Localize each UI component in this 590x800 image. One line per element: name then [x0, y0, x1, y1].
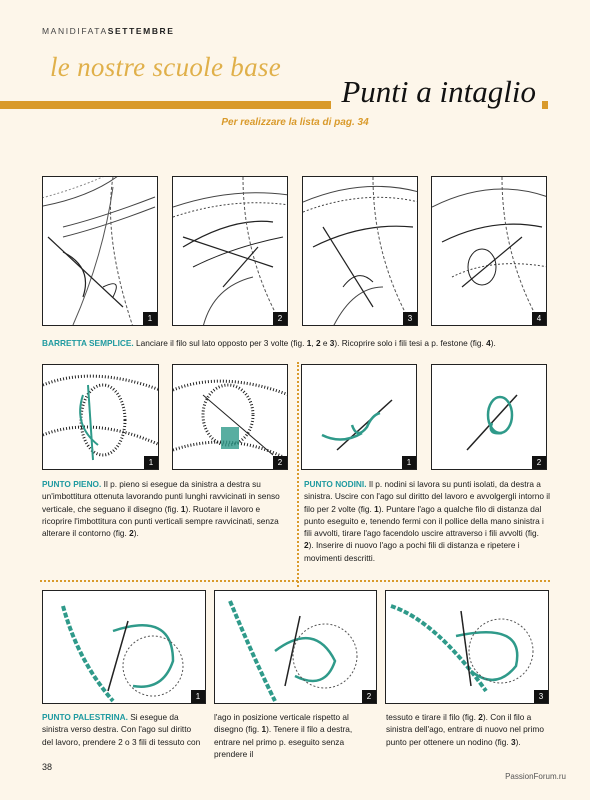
barretta-figure-4 [431, 176, 547, 326]
barretta-figure-1 [42, 176, 158, 326]
barretta-illustration-3 [303, 177, 418, 326]
barretta-illustration-2 [173, 177, 288, 326]
caption-nodini: PUNTO NODINI. Il p. nodini si lavora su punti isolati, da destra a sinistra. Uscire con l'ago sul diritto del lavoro e avvolgergli intorno il filo per 2 volte (fig. 1). Puntare l'ago a qualche filo di distanza dal punto eseguito e, tenendo fermi con il pollice della mano sinistra i fili avvolti, tirare l'ago facendolo uscire attraverso i fili avvolti (fig. 2). Inserire di nuovo l'ago a pochi fili di distanza e ripetere i movimenti descritti. [304, 479, 550, 563]
figure-number: 1 [191, 690, 205, 703]
pieno-figure-2 [172, 364, 288, 470]
caption-palestrina-col2: l'ago in posizione verticale rispetto al disegno (fig. 1). Tenere il filo a destra, entrare nel primo p. eseguito senza prendere il [214, 712, 353, 759]
caption-palestrina-col3: tessuto e tirare il filo (fig. 2). Con il filo a sinistra dell'ago, entrare di nuovo nel primo punto per ottenere un nodino (fig. 3). [386, 712, 544, 747]
nodini-illustration-2 [432, 365, 547, 470]
figure-number: 3 [534, 690, 548, 703]
figure-number: 1 [402, 456, 416, 469]
subtitle: Per realizzare la lista di pag. 34 [221, 117, 369, 128]
pieno-illustration-2 [173, 365, 288, 470]
section-title: le nostre scuole base [50, 52, 282, 82]
figure-number: 1 [143, 312, 157, 325]
palestrina-illustration-1 [43, 591, 206, 704]
palestrina-illustration-2 [215, 591, 377, 704]
masthead: MANIDIFATASETTEMBRE [42, 26, 175, 36]
barretta-illustration-1 [43, 177, 158, 326]
page-title: Punti a intaglio [331, 74, 542, 110]
figure-number: 2 [273, 456, 287, 469]
nodini-figure-2 [431, 364, 547, 470]
nodini-illustration-1 [302, 365, 417, 470]
figure-number: 2 [362, 690, 376, 703]
figure-number: 3 [403, 312, 417, 325]
pieno-illustration-1 [43, 365, 159, 470]
nodini-figure-1 [301, 364, 417, 470]
caption-pieno: PUNTO PIENO. Il p. pieno si esegue da sinistra a destra su un'imbottitura ottenuta lavorando punti lunghi ravvicinati in senso verticale, che seguano il disegno (fig. 1). Ruotare il lavoro e ricoprire l'imbottitura con punti verticali sempre ravvicinati, senza alterare il contorno (fig. 2). [42, 479, 280, 539]
figure-number: 1 [144, 456, 158, 469]
pieno-figure-1 [42, 364, 159, 470]
figure-number: 2 [532, 456, 546, 469]
palestrina-figure-1 [42, 590, 206, 704]
figure-number: 4 [532, 312, 546, 325]
caption-barretta: BARRETTA SEMPLICE. Lanciare il filo sul lato opposto per 3 volte (fig. 1, 2 e 3). Ricoprire solo i fili tesi a p. festone (fig. 4). [42, 338, 496, 348]
palestrina-figure-2 [214, 590, 377, 704]
row-divider [40, 580, 550, 582]
column-divider [297, 362, 299, 587]
palestrina-figure-3 [385, 590, 549, 704]
figure-number: 2 [273, 312, 287, 325]
barretta-illustration-4 [432, 177, 547, 326]
palestrina-illustration-3 [386, 591, 549, 704]
watermark: PassionForum.ru [505, 772, 566, 781]
caption-palestrina-col1: PUNTO PALESTRINA. Si esegue da sinistra verso destra. Con l'ago sul diritto del lavoro, prendere 2 o 3 fili di tessuto con [42, 712, 201, 747]
barretta-figure-3 [302, 176, 418, 326]
barretta-figure-2 [172, 176, 288, 326]
page-number: 38 [42, 762, 53, 772]
